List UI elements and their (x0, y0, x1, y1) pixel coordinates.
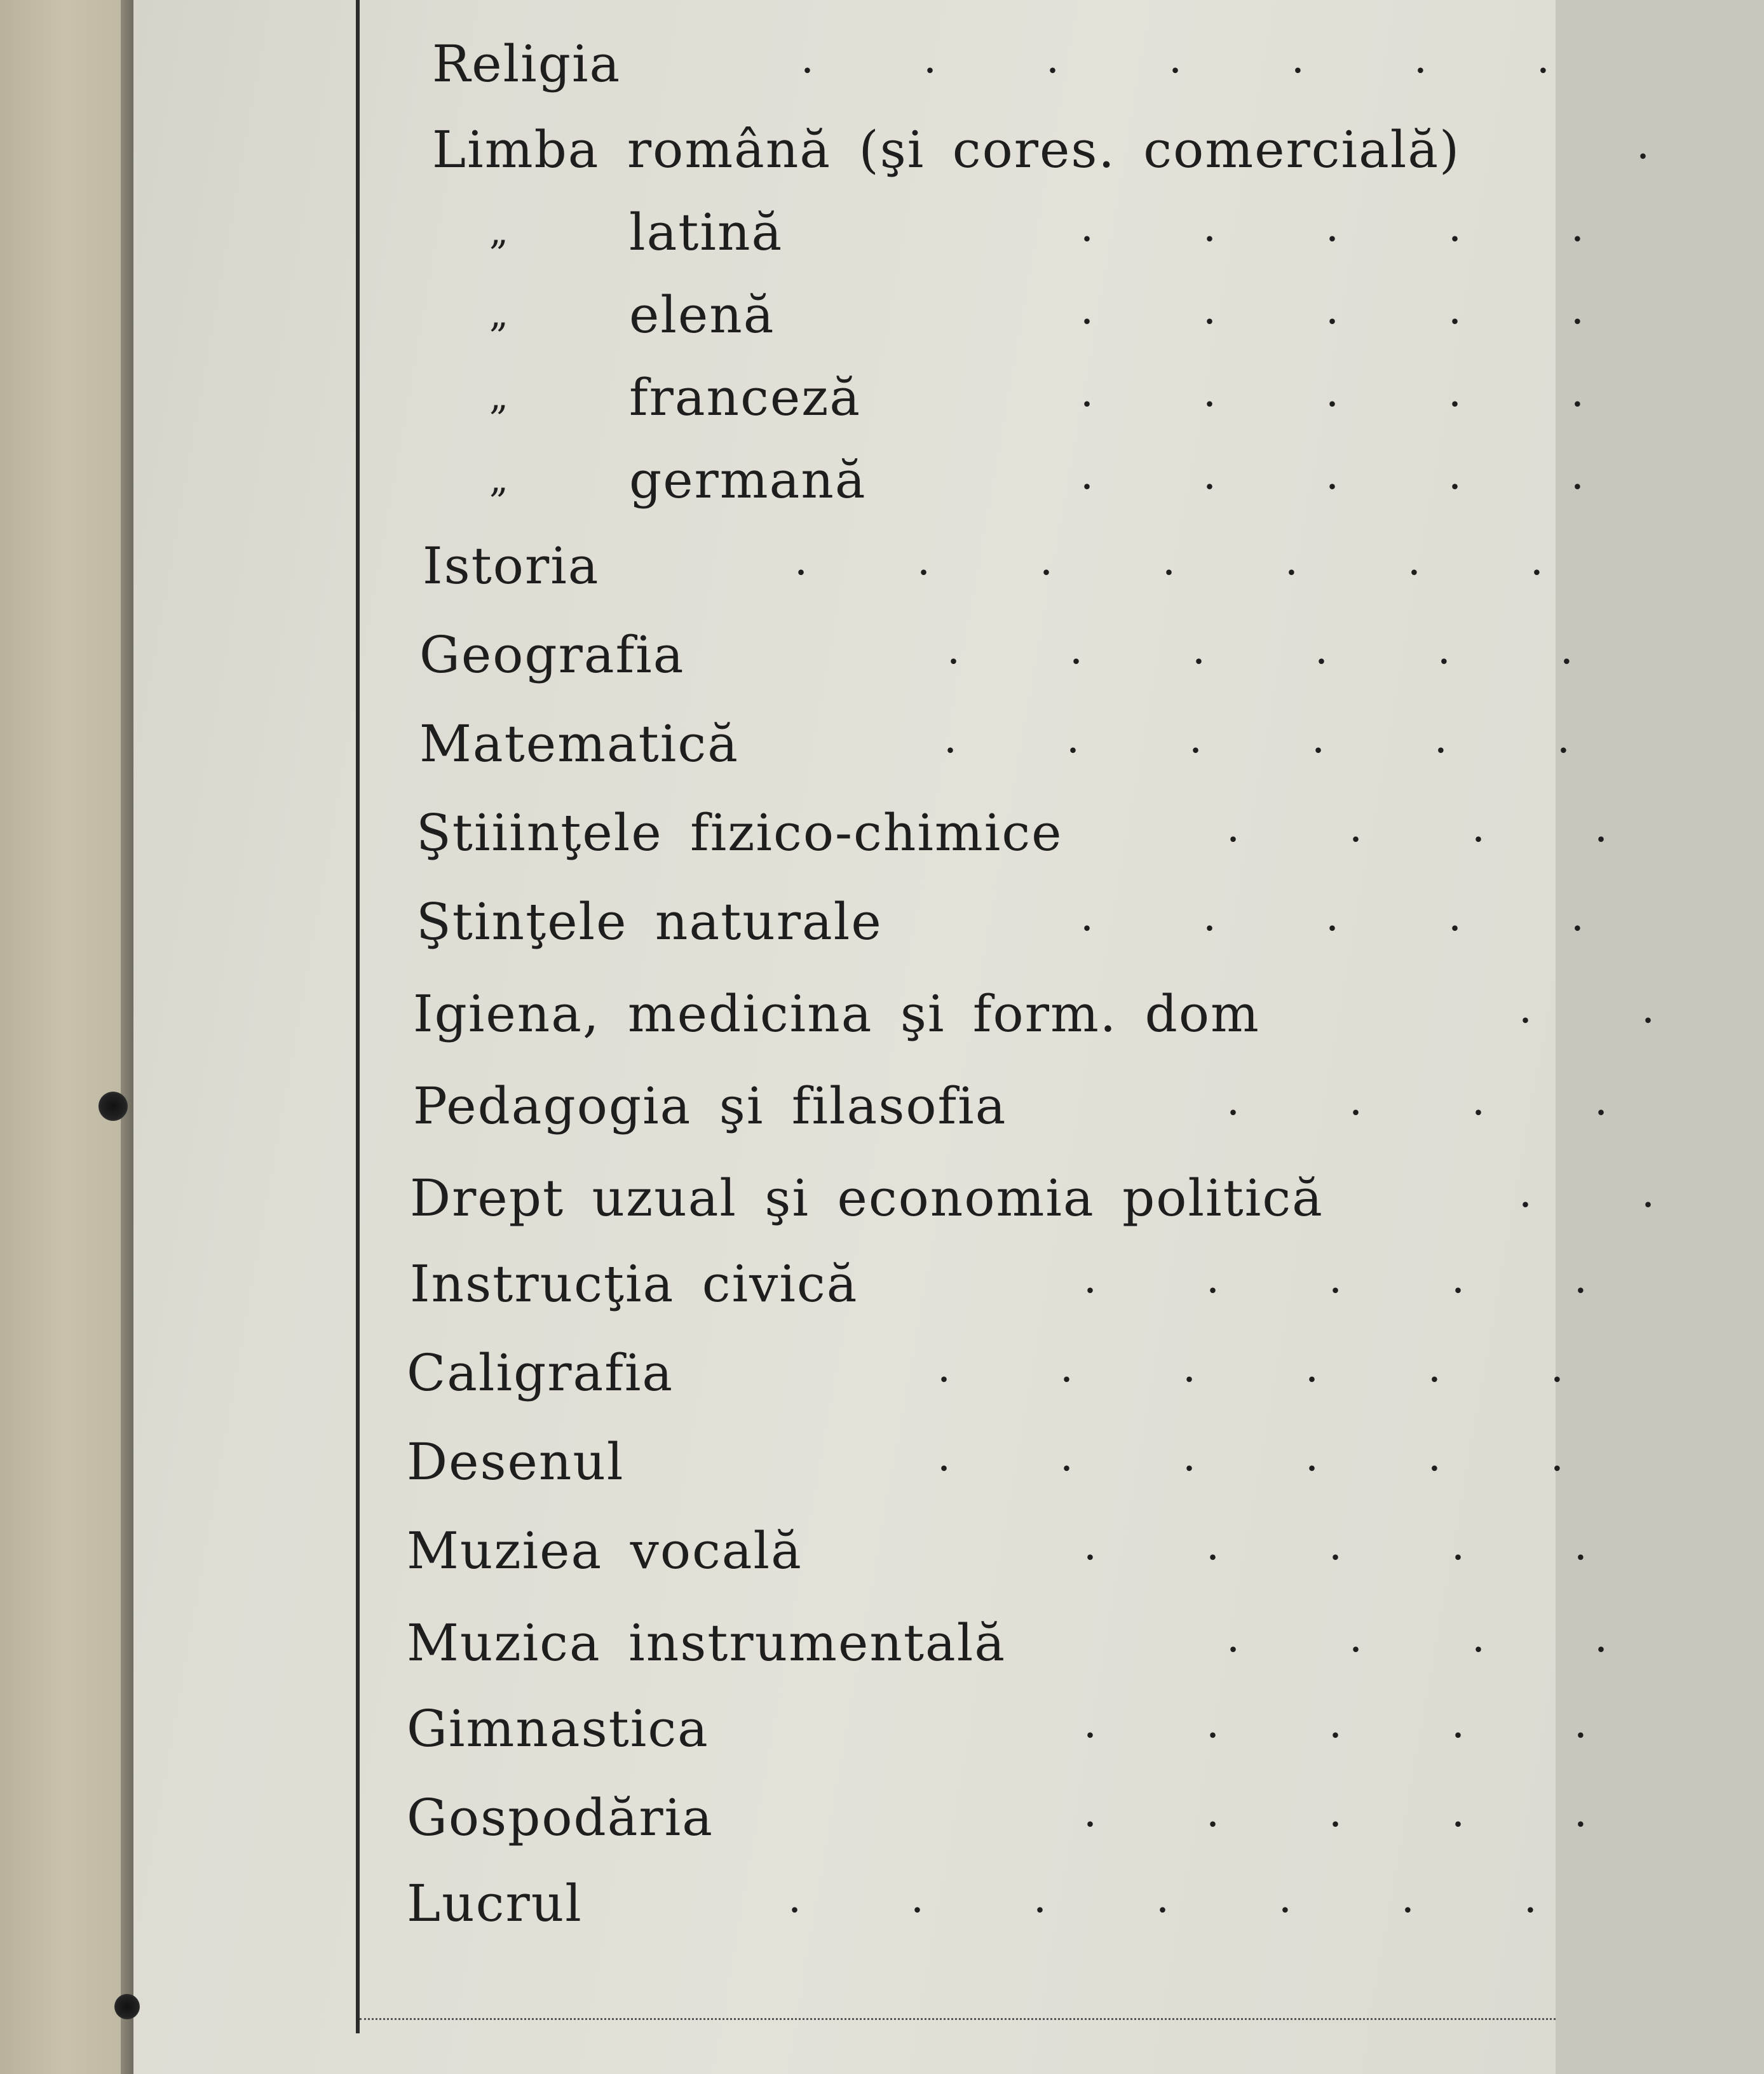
ditto-mark: „ (489, 375, 509, 418)
subject-row (133, 1163, 1764, 1233)
subject-name: Pedagogia şi filasofia (413, 1076, 1007, 1135)
subject-name: Desenul (407, 1432, 625, 1491)
subject-name: franceză (629, 367, 862, 427)
ditto-mark: „ (489, 292, 509, 336)
ditto-mark: „ (489, 210, 509, 253)
leader-dots: ...... (937, 1343, 1673, 1392)
subject-row (133, 886, 1693, 956)
subject-name: Religia (432, 34, 621, 93)
subject-name: latină (629, 202, 784, 262)
subject-name: Geografia (419, 625, 685, 684)
leader-dots: ..... (1080, 450, 1693, 499)
leader-dots: ...... (937, 1432, 1673, 1481)
subject-name: Muzica instrumentală (407, 1613, 1007, 1672)
subject-row (133, 197, 1693, 267)
subject-row (133, 531, 1653, 600)
subject-row (133, 797, 1717, 867)
subject-name: Drept uzual şi economia politică (410, 1168, 1324, 1228)
ditto-mark: „ (489, 458, 509, 501)
subject-name: Instrucţia civică (410, 1254, 858, 1313)
subject-name: Gimnastica (407, 1698, 709, 1758)
subject-name: Muziea vocală (407, 1521, 803, 1580)
leader-dots: ..... (1083, 1521, 1697, 1569)
leader-dots: .... (1226, 1613, 1717, 1662)
subject-row (133, 979, 1764, 1048)
punch-hole (114, 1994, 140, 2019)
subject-name: Gospodăria (407, 1787, 714, 1847)
subject-row (133, 362, 1693, 432)
binding-edge (121, 0, 133, 2074)
subject-row (133, 1693, 1697, 1763)
subject-name: Caligrafia (407, 1343, 674, 1402)
subject-row (133, 1249, 1697, 1318)
subject-name: Istoria (423, 536, 600, 595)
subject-name: elenă (629, 285, 775, 344)
subject-name: Ştinţele naturale (416, 891, 883, 951)
punch-hole (98, 1092, 128, 1121)
leader-dots: ...... (944, 714, 1679, 762)
leader-dots: ....... (794, 536, 1653, 585)
subject-row (133, 1868, 1646, 1938)
subject-row (133, 1608, 1717, 1678)
leader-dots: ..... (1080, 285, 1693, 334)
subject-row (133, 1782, 1697, 1852)
subject-row (133, 445, 1693, 515)
subject-row (133, 114, 1759, 184)
subject-row (133, 1338, 1673, 1407)
leader-dots: ...... (947, 625, 1683, 674)
subject-row (133, 1427, 1673, 1496)
subject-name: Igiena, medicina şi form. dom (413, 984, 1260, 1043)
leader-dots: .... (1226, 1076, 1717, 1125)
subject-name: Matematică (419, 714, 739, 773)
subject-row (133, 620, 1683, 689)
subject-list (133, 0, 1764, 2074)
subject-name: Limba română (şi cores. comercială) (432, 119, 1461, 179)
leader-dots: .. (1519, 1168, 1764, 1217)
subject-row (133, 280, 1693, 349)
binding-area (0, 0, 127, 2074)
subject-name: Ştiiinţele fizico-chimice (416, 803, 1063, 862)
subject-row (133, 1071, 1717, 1141)
subject-row (133, 29, 1659, 98)
subject-row (133, 708, 1679, 778)
subject-name: Lucrul (407, 1873, 583, 1933)
leader-dots: . (1636, 119, 1759, 168)
leader-dots: ..... (1083, 1254, 1697, 1303)
leader-dots: .... (1226, 803, 1717, 851)
leader-dots: .. (1519, 984, 1764, 1033)
leader-dots: ....... (788, 1873, 1646, 1922)
document-page (133, 0, 1764, 2074)
leader-dots: ..... (1080, 367, 1693, 416)
leader-dots: ..... (1080, 891, 1693, 940)
leader-dots: ....... (801, 34, 1659, 83)
leader-dots: ..... (1083, 1787, 1697, 1836)
leader-dots: ..... (1083, 1698, 1697, 1747)
subject-name: germană (629, 450, 867, 510)
subject-row (133, 1515, 1697, 1585)
leader-dots: ..... (1080, 202, 1693, 251)
